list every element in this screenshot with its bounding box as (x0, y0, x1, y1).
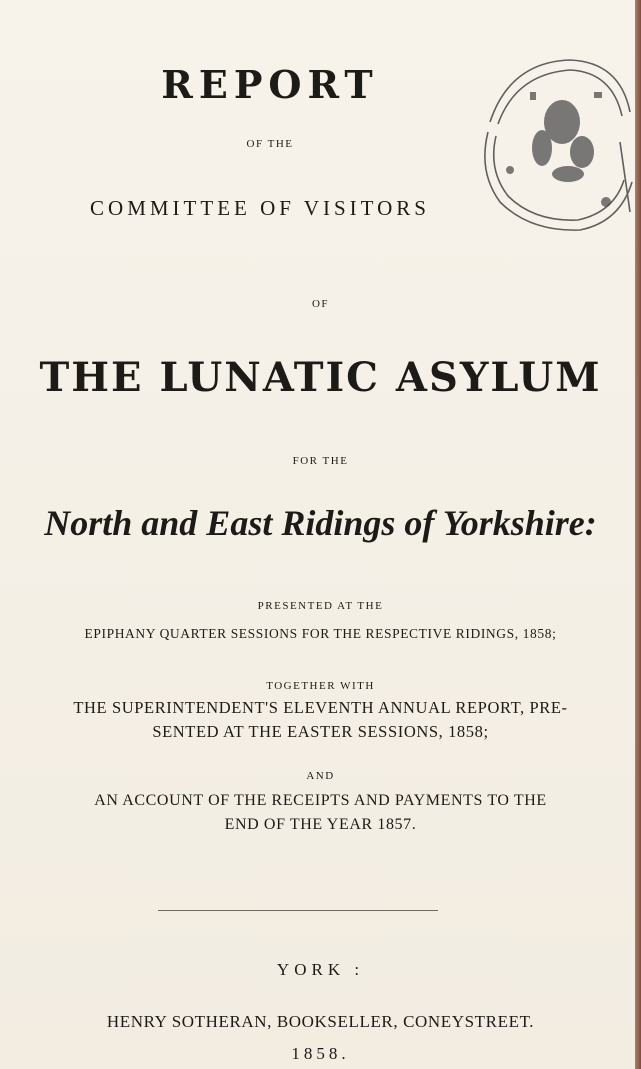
superintendent-line-2: SENTED AT THE EASTER SESSIONS, 1858; (152, 722, 489, 741)
place-of-publication: YORK : (276, 960, 365, 979)
binding-edge (635, 0, 641, 1069)
presented-label: PRESENTED AT THE (257, 600, 384, 612)
for-the-label: FOR THE (292, 455, 349, 467)
divider-rule (158, 910, 438, 911)
and-label: AND (306, 770, 335, 782)
together-with-label: TOGETHER WITH (266, 680, 375, 692)
epiphany-line: EPIPHANY QUARTER SESSIONS FOR THE RESPECTIVE RIDINGS, 1858; (84, 626, 557, 641)
publisher-line: HENRY SOTHERAN, BOOKSELLER, CONEYSTREET. (106, 1012, 535, 1031)
asylum-heading: THE LUNATIC ASYLUM (39, 354, 602, 401)
of-the-label: OF THE (246, 138, 294, 150)
of-label: OF (311, 298, 330, 310)
account-line-1: AN ACCOUNT OF THE RECEIPTS AND PAYMENTS TO THE (94, 792, 547, 809)
publication-year: 1858. (291, 1044, 350, 1063)
superintendent-line-1: THE SUPERINTENDENT'S ELEVENTH ANNUAL REPORT, PRE- (73, 698, 568, 717)
library-stamp-icon (470, 52, 636, 252)
ridings-blackletter-heading: North and East Ridings of Yorkshire: (44, 503, 597, 543)
account-line-2: END OF THE YEAR 1857. (224, 816, 417, 833)
report-title: REPORT (161, 62, 379, 107)
committee-heading: COMMITTEE OF VISITORS (90, 196, 430, 220)
